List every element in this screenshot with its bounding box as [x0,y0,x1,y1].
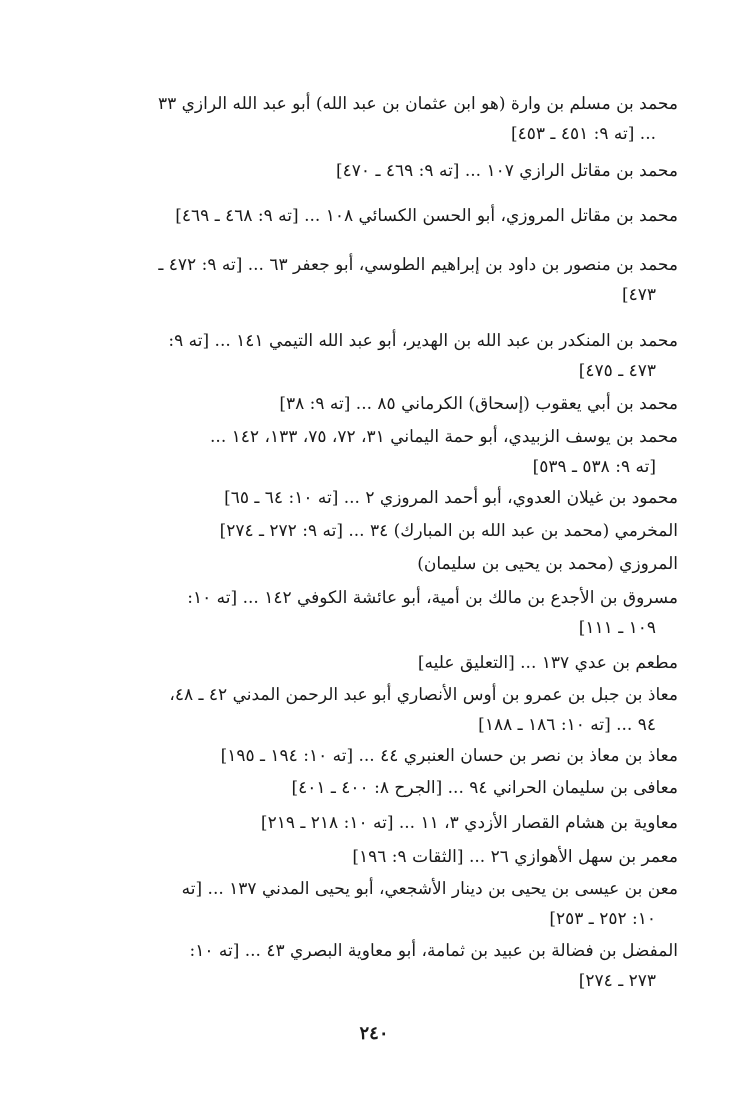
entry-line: محمد بن المنكدر بن عبد الله بن الهدير، أبو عبد الله التيمي ١٤١ ... [ته ٩: [168,331,678,351]
index-entry [70,549,678,579]
entry-line: محمود بن غيلان العدوي، أبو أحمد المروزي ٢ ... [ته ١٠: ٦٤ ـ ٦٥] [224,488,678,508]
entry-line: ٩٤ ... [ته ١٠: ١٨٦ ـ ١٨٨] [478,715,656,735]
entry-line: معمر بن سهل الأهوازي ٢٦ ... [الثقات ٩: ١٩٦] [352,847,678,867]
entry-line: معاذ بن جبل بن عمرو بن أوس الأنصاري أبو عبد الرحمن المدني ٤٢ ـ ٤٨، [169,685,678,705]
entry-line: مسروق بن الأجدع بن مالك بن أمية، أبو عائشة الكوفي ١٤٢ ... [ته ١٠: [187,588,678,608]
index-entry [70,808,678,838]
index-entry [70,201,678,231]
index-entry [70,422,678,482]
index-entry [70,741,678,771]
entry-line: محمد بن مقاتل الرازي ١٠٧ ... [ته ٩: ٤٦٩ ـ ٤٧٠] [336,161,678,181]
entry-line: ١٠٩ ـ ١١١] [578,618,656,638]
entry-line: [ته ٩: ٥٣٨ ـ ٥٣٩] [532,457,656,477]
index-entry [70,583,678,643]
entry-line: محمد بن منصور بن داود بن إبراهيم الطوسي، أبو جعفر ٦٣ ... [ته ٩: ٤٧٢ ـ [158,255,678,275]
entry-line: المفضل بن فضالة بن عبيد بن ثمامة، أبو معاوية البصري ٤٣ ... [ته ١٠: [189,941,678,961]
entry-line: ١٠: ٢٥٢ ـ ٢٥٣] [549,909,656,929]
entry-line: ... [ته ٩: ٤٥١ ـ ٤٥٣] [510,124,656,144]
index-entry [70,250,678,310]
index-entry [70,389,678,419]
index-entry [70,936,678,996]
page-number: ٢٤٠ [359,1023,389,1044]
index-entry [70,89,678,149]
entry-line: معافى بن سليمان الحراني ٩٤ ... [الجرح ٨: ٤٠٠ ـ ٤٠١] [291,778,678,798]
entry-line: معاذ بن معاذ بن نصر بن حسان العنبري ٤٤ ... [ته ١٠: ١٩٤ ـ ١٩٥] [220,746,678,766]
index-entry [70,156,678,186]
entry-line: مطعم بن عدي ١٣٧ ... [التعليق عليه] [417,653,678,673]
index-entry [70,326,678,386]
entry-line: ٢٧٣ ـ ٢٧٤] [578,971,656,991]
entry-line: ٤٧٣] [621,285,656,305]
entry-line: محمد بن أبي يعقوب (إسحاق) الكرماني ٨٥ ... [ته ٩: ٣٨] [279,394,678,414]
entry-line: معاوية بن هشام القصار الأزدي ٣، ١١ ... [ته ١٠: ٢١٨ ـ ٢١٩] [260,813,678,833]
index-entry [70,648,678,678]
index-entry [70,516,678,546]
entry-line: المخرمي (محمد بن عبد الله بن المبارك) ٣٤ ... [ته ٩: ٢٧٢ ـ ٢٧٤] [219,521,678,541]
index-entry [70,680,678,740]
entry-line: معن بن عيسى بن يحيى بن دينار الأشجعي، أبو يحيى المدني ١٣٧ ... [ته [181,879,678,899]
entry-line: محمد بن مسلم بن وارة (هو ابن عثمان بن عبد الله) أبو عبد الله الرازي ٣٣ [157,94,678,114]
index-entry [70,874,678,934]
index-entry [70,842,678,872]
index-entry [70,773,678,803]
entry-line: المروزي (محمد بن يحيى بن سليمان) [417,554,678,574]
index-entry [70,483,678,513]
entry-line: محمد بن يوسف الزبيدي، أبو حمة اليماني ٣١، ٧٢، ٧٥، ١٣٣، ١٤٢ ... [210,427,678,447]
entry-line: محمد بن مقاتل المروزي، أبو الحسن الكسائي ١٠٨ ... [ته ٩: ٤٦٨ ـ ٤٦٩] [175,206,678,226]
entry-line: ٤٧٣ ـ ٤٧٥] [578,361,656,381]
